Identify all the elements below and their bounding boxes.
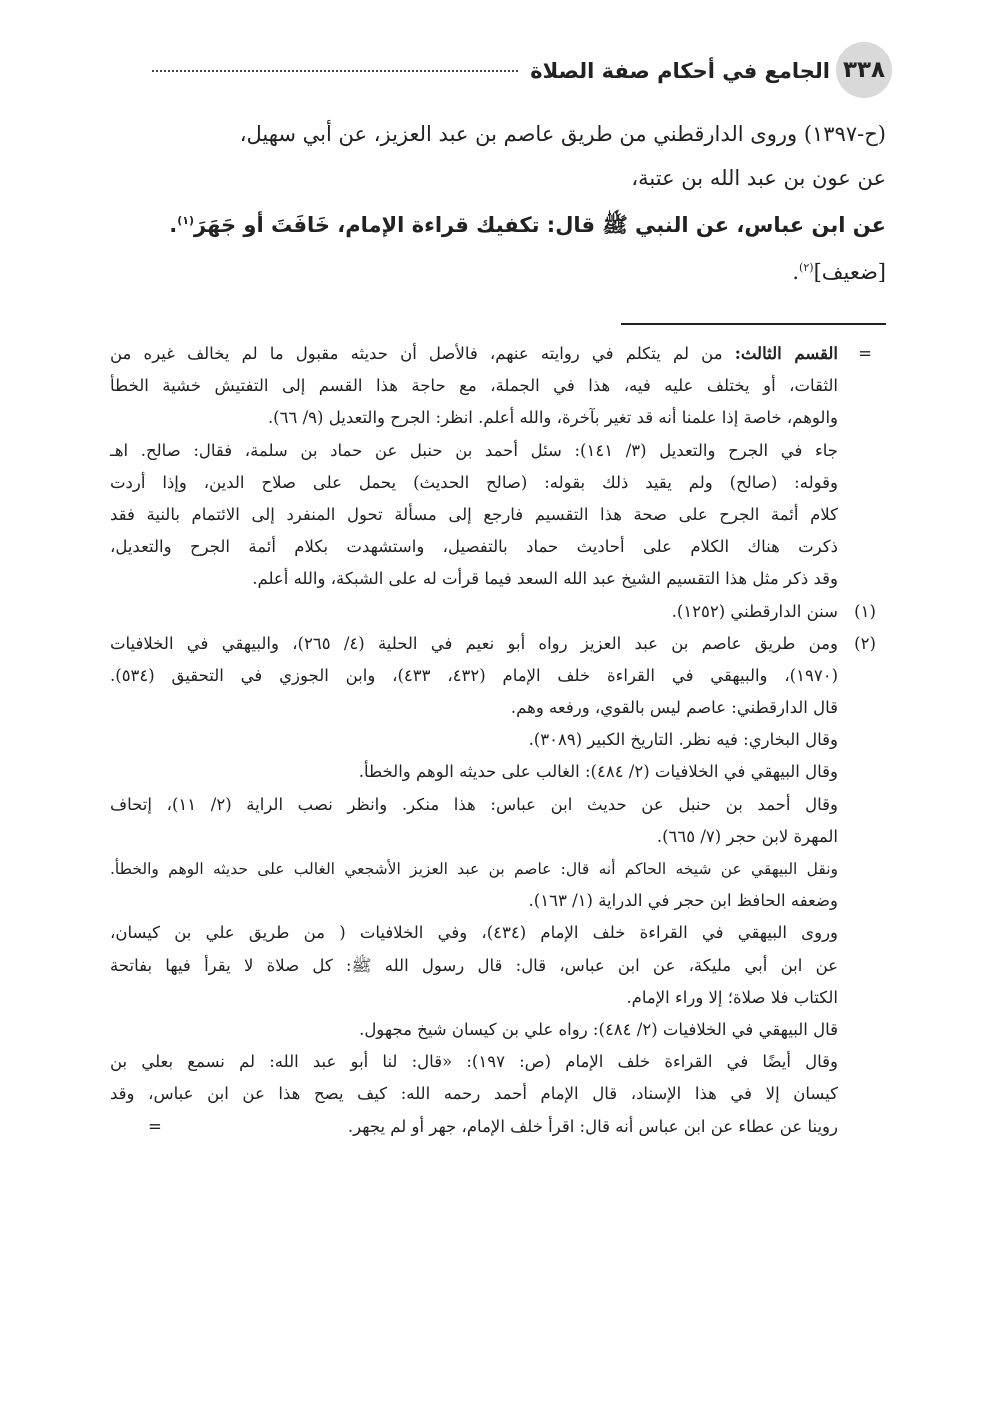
footnote-line	[110, 917, 886, 949]
fn2-line4: وقال البخاري: فيه نظر. التاريخ الكبير (٣٠٨٩).	[528, 730, 838, 750]
fn2-line6: وقال أحمد بن حنبل عن حديث ابن عباس: هذا منكر. وانظر نصب الراية (٢/ ١١)، إتحاف	[110, 794, 838, 814]
main-line-2: عن عون بن عبد الله بن عتبة،	[631, 166, 886, 190]
footnote-line	[110, 1014, 886, 1046]
grade-period: .	[792, 260, 800, 284]
footnotes	[110, 338, 886, 1143]
hadith-grade: [ضعيف]	[813, 260, 886, 284]
footnote-line	[110, 660, 886, 692]
hadith-period: .	[169, 213, 178, 237]
footnote-1-number: (١)	[854, 601, 876, 621]
para1-line3: والوهم، خاصة إذا علمنا أنه قد تغير بآخرة، والله أعلم. انظر: الجرح والتعديل (٩/ ٦٦).	[267, 408, 838, 428]
fn2-line5: وقال البيهقي في الخلافيات (٢/ ٤٨٤): الغالب على حديثه الوهم والخطأ.	[358, 762, 838, 782]
fn2-line13: قال البيهقي في الخلافيات (٢/ ٤٨٤): رواه علي بن كيسان شيخ مجهول.	[359, 1019, 838, 1039]
footnote-line	[110, 692, 886, 724]
footnote-2-number: (٢)	[854, 633, 876, 653]
footnote-separator	[621, 323, 886, 325]
footnote-ref-2[interactable]: (٢)	[799, 261, 814, 274]
footnote-line	[110, 724, 886, 756]
footnote-line	[110, 821, 886, 853]
footnote-2	[110, 628, 886, 660]
footnote-ref-1[interactable]: (١)	[177, 214, 195, 227]
continued-marker: =	[148, 1116, 162, 1136]
footnote-line	[110, 982, 886, 1014]
para2-line1: جاء في الجرح والتعديل (٣/ ١٤١): سئل أحمد بن حنبل عن حماد بن سلمة، فقال: صالح. اهـ	[110, 440, 838, 460]
title-leader-dots	[152, 70, 518, 72]
footnote-line	[110, 338, 886, 370]
footnote-line	[110, 402, 886, 434]
grade-line	[110, 250, 886, 294]
footnote-line	[110, 531, 886, 563]
fn2-line10: وروى البيهقي في القراءة خلف الإمام (٤٣٤)، وفي الخلافيات ( من طريق علي بن كيسان،	[110, 923, 838, 943]
fn2-line2: (١٩٧٠)، والبيهقي في القراءة خلف الإمام (٤٣٢، ٤٣٣)، وابن الجوزي في التحقيق (٥٣٤).	[110, 665, 838, 685]
fn2-line3: قال الدارقطني: عاصم ليس بالقوي، ورفعه وهم.	[510, 698, 838, 718]
footnote-line	[110, 756, 886, 788]
footnote-line	[110, 1046, 886, 1078]
footnote-line	[110, 370, 886, 402]
footnote-line	[110, 499, 886, 531]
hadith-body: عن ابن عباس، عن النبي ﷺ قال: تكفيك قراءة الإمام، خَافَتَ أو جَهَرَ	[194, 213, 886, 237]
para2-line5: وقد ذكر مثل هذا التقسيم الشيخ عبد الله السعد فيما قرأت له على الشبكة، والله أعلم.	[252, 569, 838, 589]
fn2-line8: ونقل البيهقي عن شيخه الحاكم أنه قال: عاصم بن عبد العزيز الأشجعي الغالب على حديثه الوهم والخطأ.	[110, 860, 838, 878]
running-title: الجامع في أحكام صفة الصلاة	[530, 59, 830, 83]
footnote-line	[110, 1078, 886, 1110]
main-line-1: (ح-١٣٩٧) وروى الدارقطني من طريق عاصم بن عبد العزيز، عن أبي سهيل،	[239, 122, 886, 146]
para1-line2: الثقات، أو يختلف عليه فيه، هذا في الجملة، مع حاجة هذا القسم إلى التفتيش خشية الخطأ	[110, 376, 838, 396]
para2-line4: ذكرت هناك الكلام على أحاديث حماد بالتفصيل، واستشهدت بكلام أئمة الجرح والتعديل،	[110, 537, 838, 557]
footnote-line	[110, 789, 886, 821]
footnote-1-text: سنن الدارقطني (١٢٥٢).	[671, 601, 838, 621]
footnote-line	[110, 467, 886, 499]
footnote-line	[110, 885, 886, 917]
para2-line3: كلام أئمة الجرح على صحة هذا التقسيم فارجع إلى مسألة تحول المنفرد إلى الائتمام بالنية فقد	[110, 504, 838, 524]
para1-line1: من لم يتكلم في روايته عنهم، فالأصل أن حديثه مقبول ما لم يخالف غيره من	[110, 344, 723, 363]
continuation-marker: =	[858, 344, 872, 363]
fn2-line16: روينا عن عطاء عن ابن عباس أنه قال: اقرأ خلف الإمام، جهر أو لم يجهر.	[347, 1116, 838, 1136]
footnote-line	[110, 1111, 886, 1143]
main-text	[110, 112, 886, 294]
fn2-line1: ومن طريق عاصم بن عبد العزيز رواه أبو نعيم في الحلية (٤/ ٢٦٥)، والبيهقي في الخلافيات	[110, 633, 838, 653]
footnote-1	[110, 596, 886, 628]
section-lead: القسم الثالث:	[734, 344, 839, 363]
footnote-line	[110, 563, 886, 595]
fn2-line15: كيسان إلا في هذا الإسناد، قال الإمام أحمد رحمه الله: كيف يصح هذا عن ابن عباس، وقد	[110, 1084, 838, 1104]
para2-line2: وقوله: (صالح) ولم يقيد ذلك بقوله: (صالح الحديث) يحمل على صلاح الدين، وإذا أردت	[110, 472, 838, 492]
fn2-line9: وضعفه الحافظ ابن حجر في الدراية (١/ ١٦٣).	[528, 891, 838, 911]
fn2-line7: المهرة لابن حجر (٧/ ٦٦٥).	[656, 826, 838, 846]
hadith-text	[110, 200, 886, 250]
footnote-line	[110, 435, 886, 467]
page-header	[140, 42, 892, 100]
footnote-text	[110, 338, 838, 370]
fn2-line14: وقال أيضًا في القراءة خلف الإمام (ص: ١٩٧): «قال: لنا أبو عبد الله: لم نسمع بعلي بن	[110, 1052, 838, 1072]
running-title-row	[140, 54, 830, 88]
footnote-line	[110, 950, 886, 982]
footnote-line	[110, 853, 886, 885]
page-number: ٣٣٨	[836, 42, 892, 98]
fn2-line11: عن ابن أبي مليكة، عن ابن عباس، قال: قال رسول الله ﷺ: كل صلاة لا يقرأ فيها بفاتحة	[110, 955, 838, 975]
fn2-line12: الكتاب فلا صلاة؛ إلا وراء الإمام.	[626, 987, 838, 1007]
